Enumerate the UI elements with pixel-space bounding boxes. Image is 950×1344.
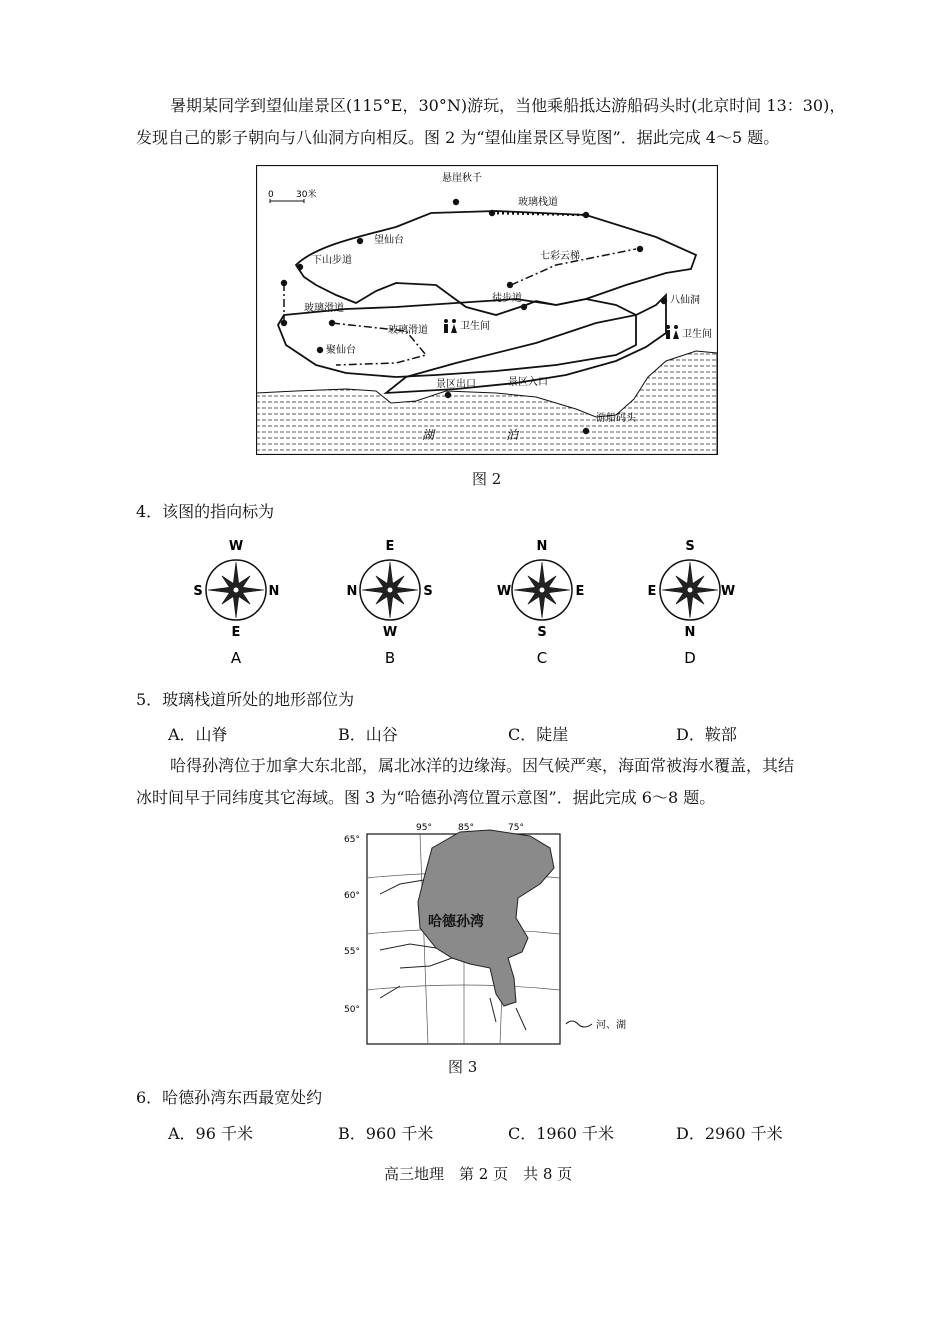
intro1-line1: 暑期某同学到望仙崖景区(115°E，30°N)游玩，当他乘船抵达游船码头时(北京时间 13：30)， [170,96,846,115]
bay-name: 哈德孙湾 [428,914,484,930]
qicai-point [507,282,513,288]
q6-option-b: B．960 千米 [338,1124,434,1143]
page-footer: 高三地理 第 2 页 共 8 页 [384,1165,573,1183]
exit-point [445,392,451,398]
compass-top-label: S [685,539,695,554]
lat-50: 50° [344,1005,360,1015]
hudson-bay-map [340,818,640,1050]
label-weisheng-1: 卫生间 [460,321,490,332]
label-matou: 游船码头 [596,413,636,424]
q6-option-c: C．1960 千米 [508,1124,615,1143]
compass-option-letter: A [230,649,242,667]
compass-right-label: S [423,584,433,599]
compass-bottom-label: S [537,625,547,640]
label-boli-zhandao: 玻璃栈道 [518,197,558,208]
compass-top-label: E [385,539,395,554]
label-xuanya: 悬崖秋千 [442,173,482,184]
compass-right-label: W [720,584,736,599]
q4-stem: 4．该图的指向标为 [136,502,275,521]
walkway-start-point [489,210,495,216]
label-tubu: 徒步道 [492,293,522,304]
label-qicai: 七彩云梯 [540,251,580,262]
label-lake-2: 泊 [506,428,519,442]
compass-center [234,588,239,593]
qicai-top-point [637,246,643,252]
baxian-point [661,298,667,304]
q5-stem: 5．玻璃栈道所处的地形部位为 [136,690,355,709]
scale-zero: 0 [268,190,274,200]
compass-bottom-label: W [382,625,398,640]
label-baxian: 八仙洞 [670,295,700,306]
compass-left-label: S [193,584,203,599]
compass-option-a [181,538,291,668]
river-legend-icon [566,1021,592,1027]
intro2-line1: 哈得孙湾位于加拿大东北部，属北冰洋的边缘海。因气候严寒，海面常被海水覆盖，其结 [170,756,795,775]
label-weisheng-2: 卫生间 [682,329,712,340]
compass-left-label: N [346,584,358,599]
compass-option-letter: C [536,649,548,667]
label-chukou: 景区出口 [436,379,476,390]
lon-75: 75° [508,823,524,833]
label-boli-huadao: 玻璃滑道 [304,303,344,314]
wangxiantai-point [357,238,363,244]
q5-option-c: C．陡崖 [508,725,569,744]
compass-option-d [635,538,745,668]
q6-option-a: A．96 千米 [168,1124,254,1143]
compass-option-letter: D [684,649,696,667]
label-wangxiantai: 望仙台 [374,235,404,246]
juxiantai-point [317,347,323,353]
compass-center [388,588,393,593]
xiashan-point [297,264,303,270]
compass-top-label: N [536,539,548,554]
label-xiashan: 下山步道 [312,255,352,266]
walkway-end-point [583,212,589,218]
compass-bottom-label: N [684,625,696,640]
compass-left-label: E [647,584,657,599]
compass-left-label: W [496,584,512,599]
q5-option-d: D．鞍部 [676,725,737,744]
compass-option-c [487,538,597,668]
intro1-line2: 发现自己的影子朝向与八仙洞方向相反。图 2 为“望仙崖景区导览图”．据此完成 4～5 题。 [136,128,780,147]
compass-center [688,588,693,593]
intro2-line2: 冰时间早于同纬度其它海域。图 3 为“哈德孙湾位置示意图”．据此完成 6～8 题。 [136,788,716,807]
lat-55: 55° [344,947,360,957]
compass-right-label: E [575,584,585,599]
label-juxiantai: 聚仙台 [326,345,356,356]
q5-option-b: B．山谷 [338,725,398,744]
lat-65: 65° [344,835,360,845]
compass-option-b [335,538,445,668]
label-rukou: 景区入口 [508,377,548,388]
scenic-area-map [256,165,718,455]
lon-95: 95° [416,823,432,833]
lat-60: 60° [344,891,360,901]
fig2-caption: 图 2 [472,470,502,488]
compass-right-label: N [268,584,280,599]
q6-stem: 6．哈德孙湾东西最宽处约 [136,1088,323,1107]
scale-label: 30米 [296,190,317,200]
legend-label: 河、湖 [596,1020,626,1031]
huadao-start-point [329,320,335,326]
compass-option-letter: B [384,649,396,667]
tubu-point [521,304,527,310]
label-boli-huadao-2: 玻璃滑道 [388,325,428,336]
pier-point [583,428,589,434]
lon-85: 85° [458,823,474,833]
label-lake-1: 湖 [422,428,435,442]
fig3-caption: 图 3 [448,1058,478,1076]
compass-center [540,588,545,593]
compass-top-label: W [228,539,244,554]
swing-point [453,199,459,205]
huadao-point [281,320,287,326]
q6-option-d: D．2960 千米 [676,1124,783,1143]
trail-point [281,280,287,286]
compass-bottom-label: E [231,625,241,640]
q5-option-a: A．山脊 [168,725,228,744]
